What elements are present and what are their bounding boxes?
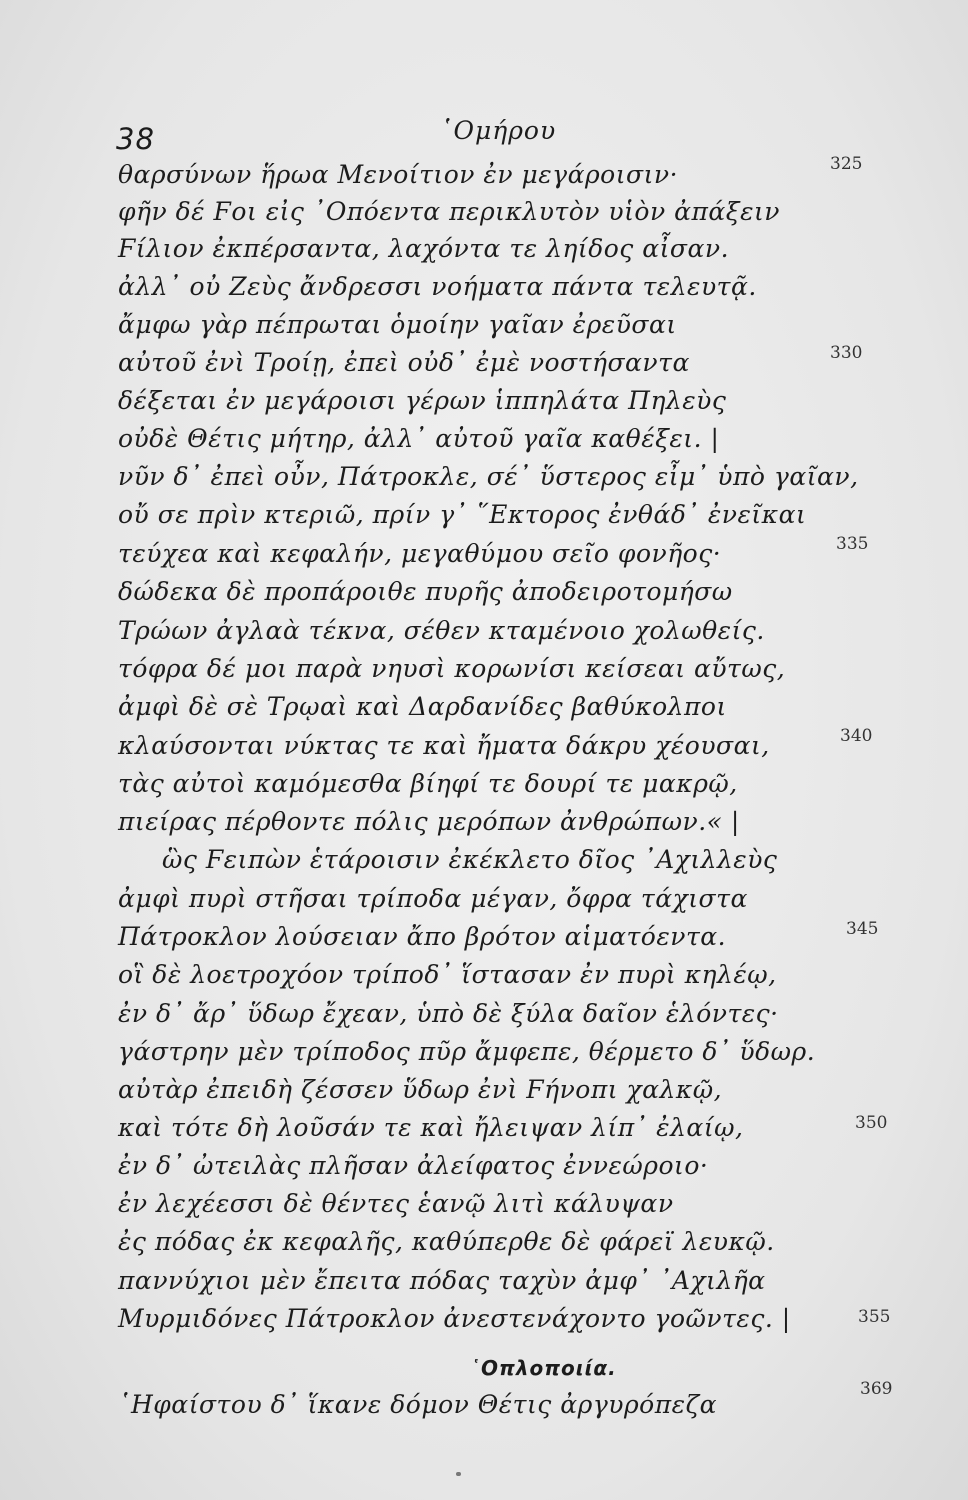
line-number: 330 [830, 343, 863, 363]
verse-line: ἀμφὶ δὲ σὲ Τρῳαὶ καὶ Δαρδανίδες βαθύκολποι [118, 692, 727, 721]
verse-line: καὶ τότε δὴ λοῦσάν τε καὶ ἤλειψαν λίπ᾿ ἐλαίῳ, [118, 1113, 744, 1142]
section-heading: ῾Οπλοποιία. [470, 1356, 617, 1380]
line-number: 335 [836, 534, 869, 554]
verse-line: οὐδὲ Θέτις μήτηρ, ἀλλ᾿ αὐτοῦ γαῖα καθέξει. | [118, 424, 720, 453]
verse-line: ῾Ηφαίστου δ᾿ ἵκανε δόμον Θέτις ἀργυρόπεζα [118, 1390, 718, 1419]
line-number: 350 [855, 1113, 888, 1133]
verse-line: φῆν δέ Ϝοι εἰς ᾿Οπόεντα περικλυτὸν υἱὸν ἀπάξειν [118, 197, 780, 226]
line-number: 369 [860, 1379, 893, 1399]
verse-line: Μυρμιδόνες Πάτροκλον ἀνεστενάχοντο γοῶντες. | [118, 1304, 791, 1333]
verse-line: τεύχεα καὶ κεφαλήν, μεγαθύμου σεῖο φονῆος· [118, 539, 722, 568]
verse-line: παννύχιοι μὲν ἔπειτα πόδας ταχὺν ἀμφ᾿ ᾿Αχιλῆα [118, 1266, 766, 1295]
verse-line: ἐν δ᾿ ἄρ᾿ ὕδωρ ἔχεαν, ὑπὸ δὲ ξύλα δαῖον ἑλόντες· [118, 999, 779, 1028]
line-number: 340 [840, 726, 873, 746]
verse-line: κλαύσονται νύκτας τε καὶ ἤματα δάκρυ χέουσαι, [118, 731, 770, 760]
verse-line: οὔ σε πρὶν κτεριῶ, πρίν γ᾿ ῞Εκτορος ἐνθάδ᾿ ἐνεῖκαι [118, 500, 807, 529]
verse-line: δέξεται ἐν μεγάροισι γέρων ἱππηλάτα Πηλεὺς [118, 386, 727, 415]
verse-line: οἳ δὲ λοετροχόον τρίποδ᾿ ἵστασαν ἐν πυρὶ κηλέῳ, [118, 960, 777, 989]
verse-line: ἄμφω γὰρ πέπρωται ὁμοίην γαῖαν ἐρεῦσαι [118, 310, 677, 339]
verse-line: ἀμφὶ πυρὶ στῆσαι τρίποδα μέγαν, ὄφρα τάχιστα [118, 884, 748, 913]
verse-line: δώδεκα δὲ προπάροιθε πυρῆς ἀποδειροτομήσω [118, 577, 733, 606]
verse-line: ἐς πόδας ἐκ κεφαλῆς, καθύπερθε δὲ φάρεϊ λευκῷ. [118, 1227, 775, 1256]
verse-line: γάστρην μὲν τρίποδος πῦρ ἄμφεπε, θέρμετο δ᾿ ὕδωρ. [118, 1037, 816, 1066]
verse-line: τὰς αὐτοὶ καμόμεσθα βίηφί τε δουρί τε μακρῷ, [118, 769, 738, 798]
verse-line: αὐτὰρ ἐπειδὴ ζέσσεν ὕδωρ ἐνὶ Ϝήνοπι χαλκῷ, [118, 1075, 723, 1104]
running-title: ῾Ομήρου [440, 116, 557, 145]
line-number: 355 [858, 1307, 891, 1327]
verse-line: ὣς Ϝειπὼν ἑτάροισιν ἐκέκλετο δῖος ᾿Αχιλλεὺς [162, 845, 778, 874]
verse-line: Πάτροκλον λούσειαν ἄπο βρότον αἱματόεντα. [118, 922, 727, 951]
verse-line: πιείρας πέρθοντε πόλις μερόπων ἀνθρώπων.« | [118, 807, 740, 836]
line-number: 345 [846, 919, 879, 939]
verse-line: νῦν δ᾿ ἐπεὶ οὖν, Πάτροκλε, σέ᾿ ὕστερος εἶμ᾿ ὑπὸ γαῖαν, [118, 462, 859, 491]
verse-line: ἐν λεχέεσσι δὲ θέντες ἑανῷ λιτὶ κάλυψαν [118, 1189, 674, 1218]
verse-line: τόφρα δέ μοι παρὰ νηυσὶ κορωνίσι κείσεαι αὔτως, [118, 654, 786, 683]
verse-line: Τρώων ἀγλαὰ τέκνα, σέθεν κταμένοιο χολωθείς. [118, 616, 765, 645]
ink-speck [456, 1472, 461, 1476]
verse-line: αὐτοῦ ἐνὶ Τροίῃ, ἐπεὶ οὐδ᾿ ἐμὲ νοστήσαντα [118, 348, 690, 377]
verse-line: ἀλλ᾿ οὐ Ζεὺς ἄνδρεσσι νοήματα πάντα τελευτᾷ. [118, 272, 757, 301]
line-number: 325 [830, 154, 863, 174]
verse-line: ἐν δ᾿ ὠτειλὰς πλῆσαν ἀλείφατος ἐννεώροιο· [118, 1151, 709, 1180]
verse-line: Ϝίλιον ἐκπέρσαντα, λαχόντα τε ληίδος αἶσαν. [118, 234, 730, 263]
verse-line: θαρσύνων ἥρωα Μενοίτιον ἐν μεγάροισιν· [118, 160, 679, 189]
page-number: 38 [116, 122, 155, 156]
